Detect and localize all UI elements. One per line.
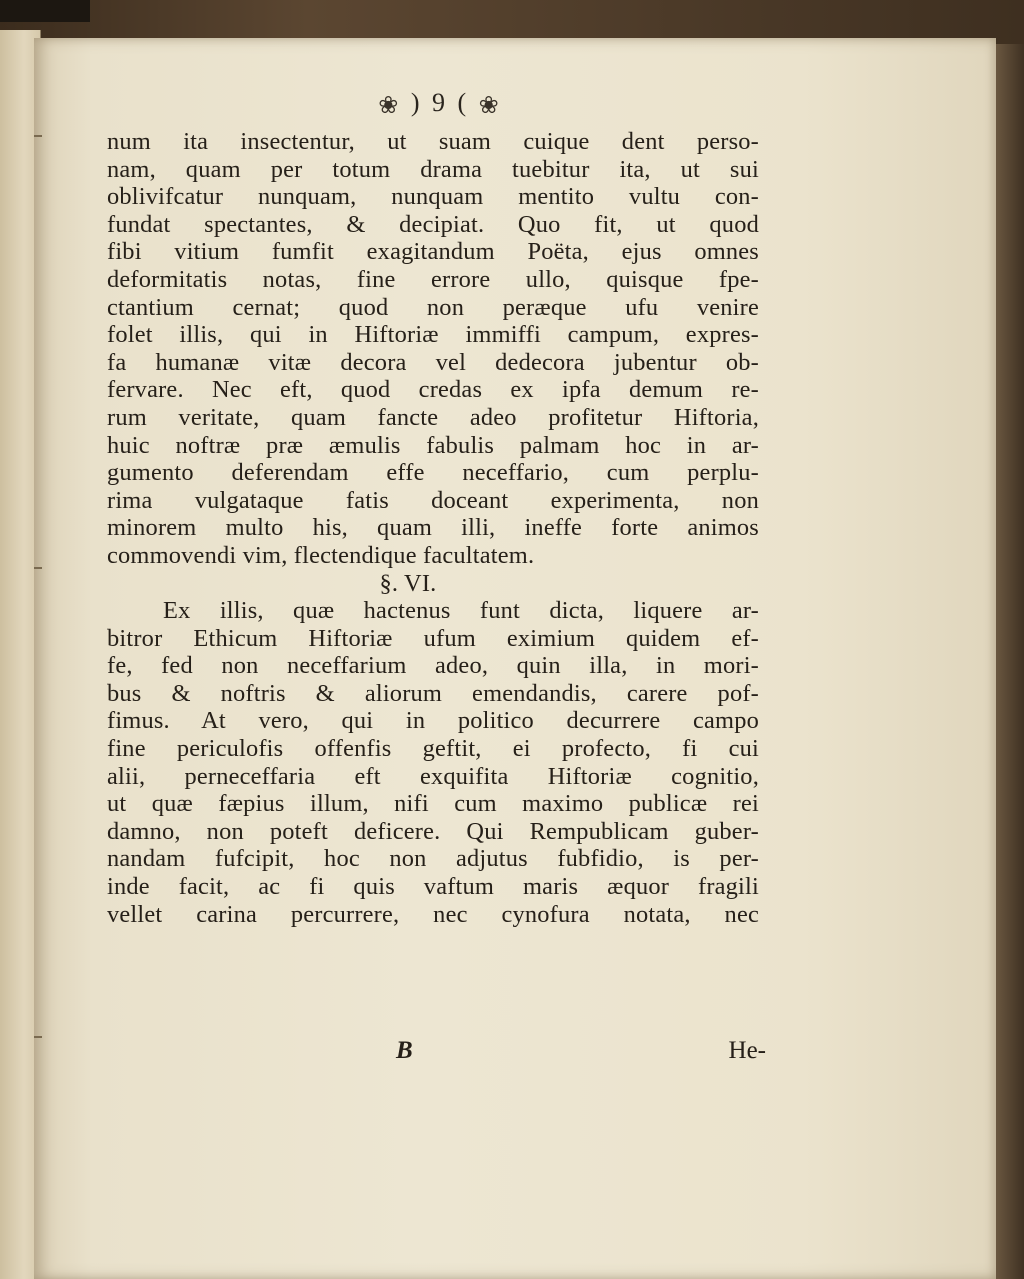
text-line: folet illis, qui in Hiftoriæ immiffi campum, expres- — [107, 321, 759, 349]
text-line: ut quæ fæpius illum, nifi cum maximo publicæ rei — [107, 790, 759, 818]
text-line: ctantium cernat; quod non peræque ufu venire — [107, 293, 759, 321]
text-line: minorem multo his, quam illi, ineffe forte animos — [107, 514, 759, 542]
text-line: deformitatis notas, fine errore ullo, quisque fpe- — [107, 265, 759, 293]
margin-mark — [34, 567, 42, 569]
text-line: num ita insectentur, ut suam cuique dent perso- — [107, 128, 759, 155]
text-line: fervare. Nec eft, quod credas ex ipfa demum re- — [107, 376, 759, 404]
text-line: fe, fed non neceffarium adeo, quin illa, in mori- — [107, 652, 759, 680]
text-line: huic noftræ præ æmulis fabulis palmam hoc in ar- — [107, 431, 759, 459]
margin-mark — [34, 1036, 42, 1038]
ornament-right-icon: ❀ — [478, 92, 502, 119]
text-line: fa humanæ vitæ decora vel dedecora jubentur ob- — [107, 348, 759, 376]
text-line: inde facit, ac fi quis vaftum maris æquor fragili — [107, 873, 759, 901]
text-line: commovendi vim, flectendique facultatem. — [107, 541, 535, 569]
text-line: rum veritate, quam fancte adeo profitetur Hiftoria, — [107, 403, 759, 431]
signature-mark: B — [396, 1037, 413, 1064]
text-line: bitror Ethicum Hiftoriæ ufum eximium quidem ef- — [107, 624, 759, 652]
section-heading: §. VI. — [379, 569, 437, 597]
text-line: Ex illis, quæ hactenus funt dicta, liquere ar- — [163, 597, 759, 625]
page-edge-shadow — [996, 44, 1024, 1279]
text-line: vellet carina percurrere, nec cynofura notata, nec — [107, 900, 759, 928]
page-header — [330, 88, 550, 120]
text-line: gumento deferendam effe neceffario, cum perplu- — [107, 459, 759, 487]
text-line: bus & noftris & aliorum emendandis, carere pof- — [107, 679, 759, 707]
text-line: damno, non poteft deficere. Qui Rempublicam guber- — [107, 817, 759, 845]
text-line: fibi vitium fumfit exagitandum Poëta, ejus omnes — [107, 238, 759, 266]
text-line: oblivifcatur nunquam, nunquam mentito vultu con- — [107, 183, 759, 211]
margin-mark — [34, 135, 42, 137]
catchword: He- — [728, 1037, 766, 1064]
text-line: fine periculofis offenfis geftit, ei profecto, fi cui — [107, 735, 759, 763]
text-line: rima vulgataque fatis doceant experimenta, non — [107, 486, 759, 514]
scan-top-strip — [0, 0, 90, 22]
text-line: fundat spectantes, & decipiat. Quo fit, ut quod — [107, 210, 759, 238]
page-number: ) 9 ( — [410, 88, 470, 117]
text-line: fimus. At vero, qui in politico decurrere campo — [107, 707, 759, 735]
text-line: nam, quam per totum drama tuebitur ita, ut sui — [107, 155, 759, 183]
body-text — [107, 128, 759, 928]
text-line: alii, perneceffaria eft exquifita Hiftoriæ cognitio, — [107, 762, 759, 790]
ornament-left-icon: ❀ — [378, 92, 402, 119]
text-line: nandam fufcipit, hoc non adjutus fubfidio, is per- — [107, 845, 759, 873]
